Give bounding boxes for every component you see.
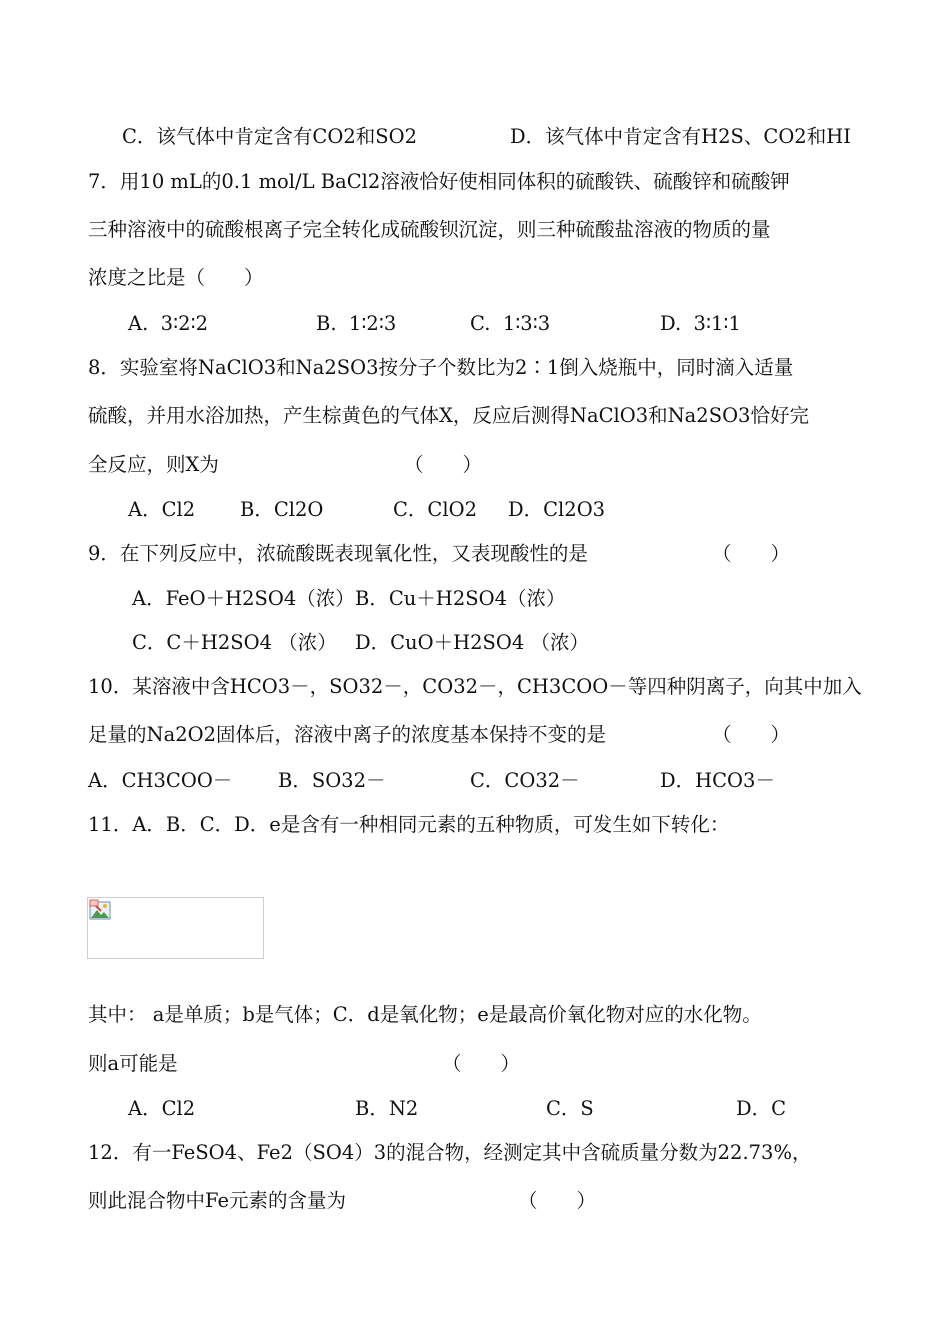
q11-option-b: B．N2 xyxy=(355,1097,419,1120)
q10-option-b: B．SO32－ xyxy=(278,769,386,792)
q10-option-c: C．CO32－ xyxy=(470,769,580,792)
q9-answer-paren: （ ） xyxy=(712,542,791,565)
q10-answer-paren: （ ） xyxy=(712,723,791,746)
q6-option-c: C．该气体中肯定含有CO2和SO2 xyxy=(122,125,417,148)
q7-option-a: A. 3∶2∶2 xyxy=(128,312,209,335)
broken-image-placeholder xyxy=(87,897,264,959)
q8-option-b: B．Cl2O xyxy=(240,498,324,521)
q9-option-c: C．C＋H2SO4 （浓） xyxy=(132,631,337,654)
q8-option-d: D．Cl2O3 xyxy=(508,498,606,521)
q8-text-line2: 硫酸，并用水浴加热，产生棕黄色的气体X，反应后测得NaClO3和Na2SO3恰好完 xyxy=(88,404,809,427)
q10-option-d: D．HCO3－ xyxy=(660,769,775,792)
q9-text-line1: 9．在下列反应中，浓硫酸既表现氧化性，又表现酸性的是 xyxy=(88,542,588,565)
q12-text-line1: 12．有一FeSO4、Fe2（SO4）3的混合物，经测定其中含硫质量分数为22.73%， xyxy=(88,1141,812,1164)
q11-option-d: D．C xyxy=(736,1097,787,1120)
q10-text-line2: 足量的Na2O2固体后，溶液中离子的浓度基本保持不变的是 xyxy=(88,723,606,746)
q7-option-c: C. 1∶3∶3 xyxy=(470,312,551,335)
q11-option-c: C．S xyxy=(546,1097,594,1120)
q12-text-line2: 则此混合物中Fe元素的含量为 xyxy=(88,1189,347,1212)
q9-option-b: B．Cu＋H2SO4（浓） xyxy=(355,587,566,610)
q7-text-line1: 7．用10 mL的0.1 mol/L BaCl2溶液恰好使相同体积的硫酸铁、硫酸锌和硫酸钾 xyxy=(88,170,790,193)
q7-option-d: D. 3∶1∶1 xyxy=(660,312,741,335)
q8-option-a: A．Cl2 xyxy=(128,498,196,521)
q7-text-line2: 三种溶液中的硫酸根离子完全转化成硫酸钡沉淀，则三种硫酸盐溶液的物质的量 xyxy=(88,218,771,241)
q11-option-a: A．Cl2 xyxy=(128,1097,196,1120)
q10-option-a: A．CH3COO－ xyxy=(88,769,233,792)
q11-answer-paren: （ ） xyxy=(442,1052,521,1075)
q9-option-a: A．FeO＋H2SO4（浓） xyxy=(132,587,355,610)
q9-option-d: D．CuO＋H2SO4 （浓） xyxy=(355,631,589,654)
q11-text-line3: 则a可能是 xyxy=(88,1052,178,1075)
q10-text-line1: 10．某溶液中含HCO3－，SO32－，CO32－，CH3COO－等四种阴离子，向其中加入 xyxy=(88,675,862,698)
q8-text-line1: 8．实验室将NaClO3和Na2SO3按分子个数比为2∶1倒入烧瓶中，同时滴入适量 xyxy=(88,356,794,379)
q6-option-d: D．该气体中肯定含有H2S、CO2和HI xyxy=(510,125,851,148)
q12-answer-paren: （ ） xyxy=(518,1189,597,1212)
q8-option-c: C．ClO2 xyxy=(393,498,477,521)
q11-text-line1: 11．A．B．C．D．e是含有一种相同元素的五种物质，可发生如下转化： xyxy=(88,813,730,836)
q11-text-line2: 其中： a是单质；b是气体；C．d是氧化物；e是最高价氧化物对应的水化物。 xyxy=(88,1003,762,1026)
q7-option-b: B. 1∶2∶3 xyxy=(316,312,397,335)
q8-text-line3: 全反应，则X为 xyxy=(88,453,219,476)
broken-image-icon xyxy=(89,899,111,921)
q8-answer-paren: （ ） xyxy=(404,453,483,476)
q7-text-line3: 浓度之比是（ ） xyxy=(88,266,264,289)
